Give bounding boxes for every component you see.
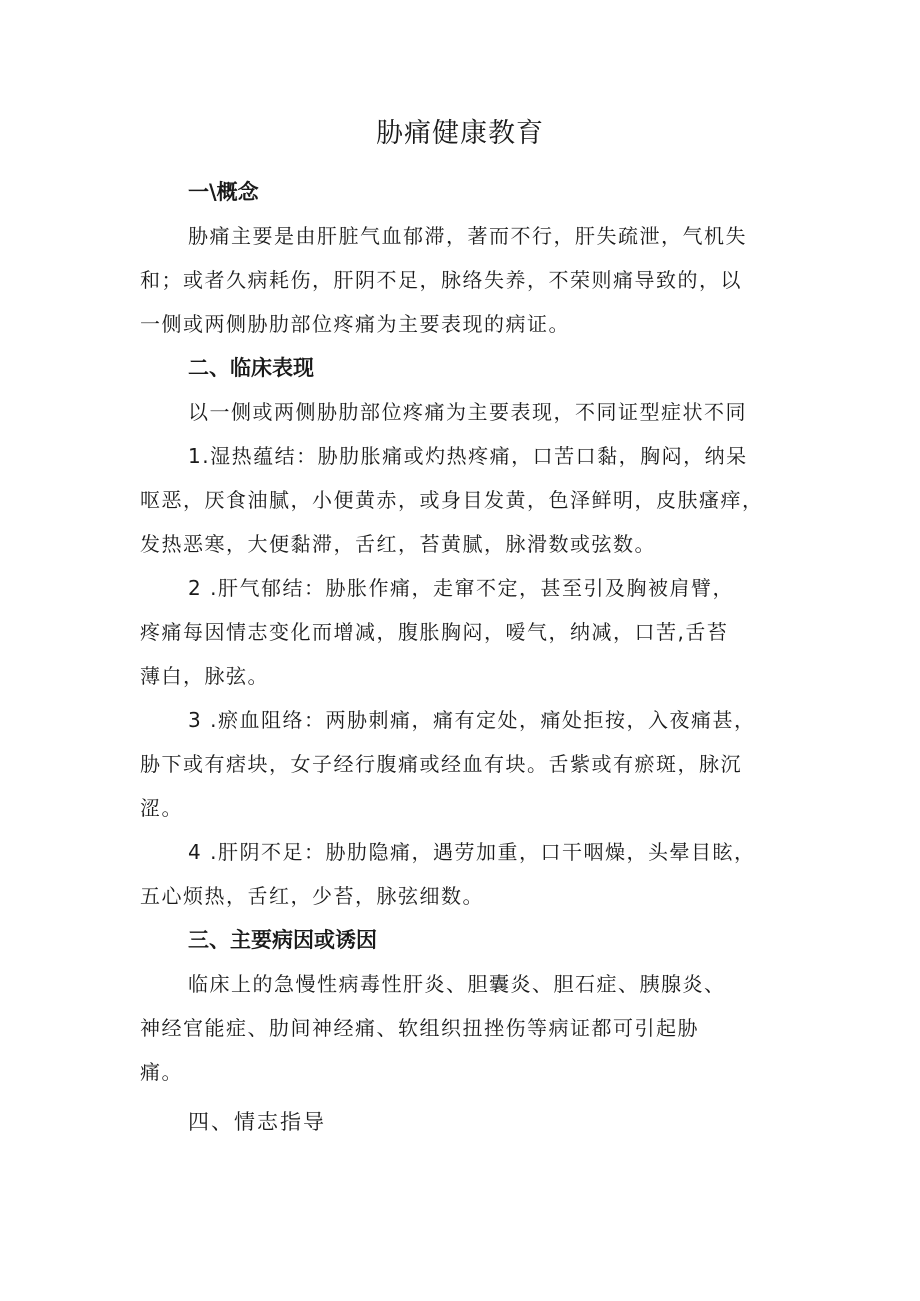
text-line: 痛。 <box>140 1060 183 1084</box>
text-line: 以一侧或两侧胁肋部位疼痛为主要表现，不同证型症状不同 <box>188 400 747 424</box>
text-line: 1.湿热蕴结：胁肋胀痛或灼热疼痛，口苦口黏，胸闷，纳呆 <box>188 444 748 468</box>
text-line: 薄白，脉弦。 <box>140 664 269 688</box>
text-line: 五心烦热，舌红，少苔，脉弦细数。 <box>140 884 484 908</box>
text-line: 发热恶寒，大便黏滞，舌红，苔黄腻，脉滑数或弦数。 <box>140 532 656 556</box>
concept-paragraph <box>140 214 790 346</box>
text-line: 胁痛主要是由肝脏气血郁滞，著而不行，肝失疏泄，气机失 <box>188 224 747 248</box>
syndrome-item-3 <box>140 698 790 830</box>
text-line: 临床上的急慢性病毒性肝炎、胆囊炎、胆石症、胰腺炎、 <box>188 972 726 996</box>
text-line: 胁下或有痞块，女子经行腹痛或经血有块。舌紫或有瘀斑，脉沉 <box>140 752 742 776</box>
text-line: 涩。 <box>140 796 183 820</box>
text-line: 呕恶，厌食油腻，小便黄赤，或身目发黄，色泽鲜明，皮肤瘙痒， <box>140 488 764 512</box>
text-line: 4 .肝阴不足：胁肋隐痛，遇劳加重，口干咽燥，头晕目眩， <box>188 840 756 864</box>
text-line: 疼痛每因情志变化而增减，腹胀胸闷，嗳气，纳减，口苦,舌苔 <box>140 620 729 644</box>
section-heading-emotional-guidance: 四、情志指导 <box>188 1110 326 1134</box>
section-heading-concept: 一\概念 <box>188 180 259 204</box>
section-heading-clinical-manifestations: 二、临床表现 <box>188 356 314 380</box>
syndrome-item-1 <box>140 434 790 566</box>
document-title: 胁痛健康教育 <box>376 118 544 149</box>
syndrome-item-2 <box>140 566 790 698</box>
syndrome-item-4 <box>140 830 790 918</box>
causes-paragraph <box>140 962 790 1094</box>
clinical-intro-paragraph <box>140 390 790 434</box>
text-line: 3 .瘀血阻络：两胁刺痛，痛有定处，痛处拒按，入夜痛甚， <box>188 708 756 732</box>
text-line: 2 .肝气郁结：胁胀作痛，走窜不定，甚至引及胸被肩臂， <box>188 576 734 600</box>
text-line: 神经官能症、肋间神经痛、软组织扭挫伤等病证都可引起胁 <box>140 1016 699 1040</box>
text-line: 和；或者久病耗伤，肝阴不足，脉络失养，不荣则痛导致的，以 <box>140 268 742 292</box>
text-line: 一侧或两侧胁肋部位疼痛为主要表现的病证。 <box>140 312 570 336</box>
section-heading-causes: 三、主要病因或诱因 <box>188 928 377 952</box>
